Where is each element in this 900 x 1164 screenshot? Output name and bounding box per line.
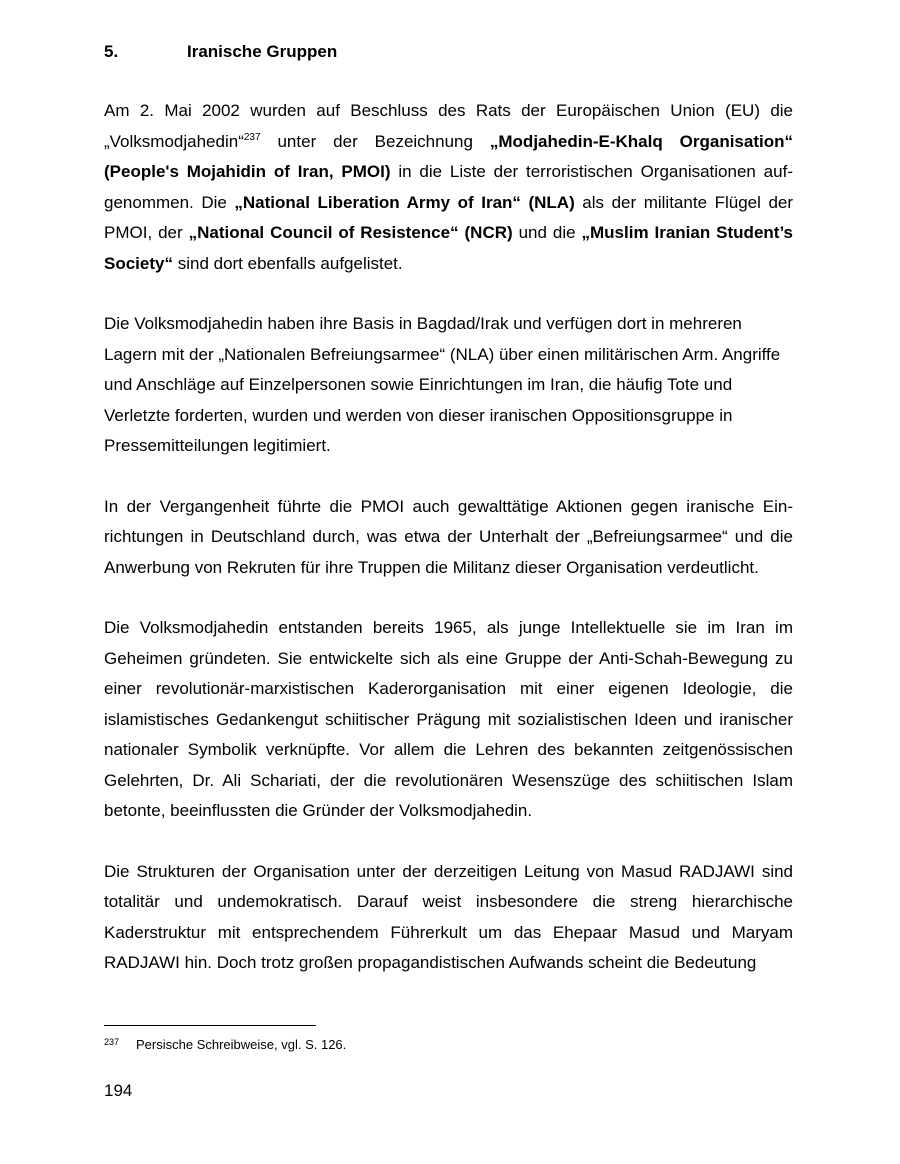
paragraph-structure: Die Strukturen der Organisation unter der derzeitigen Leitung von Masud RADJAWI sind totalitär und undemokratisch. Darauf weist insbesondere die streng hierarchische Kaderstruktur mit entsprechendem Führerkult um das Ehepaar Masud und Maryam RADJAWI hin. Doch trotz großen propagandistischen Aufwands scheint die Bedeutung bbox=[104, 861, 793, 972]
text-segment: in die Liste der terroristischen Organisationen aufgenommen. Die bbox=[104, 162, 793, 212]
text-segment: und die bbox=[512, 223, 582, 242]
footnote-mark: 237 bbox=[104, 1037, 120, 1047]
footnote bbox=[104, 1033, 346, 1054]
bold-term-pmoi: „Modjahedin-E-Khalq Organisation“ (People's Mojahidin of Iran, PMOI) bbox=[104, 131, 793, 181]
text-segment: unter der Bezeichnung bbox=[260, 131, 490, 151]
text-segment: als der militante Flügel der PMOI, der bbox=[104, 192, 794, 242]
text-segment: sind dort ebenfalls aufgelistet. bbox=[172, 253, 403, 273]
page-number: 194 bbox=[104, 1081, 133, 1100]
section-number: 5. bbox=[104, 42, 119, 61]
footnote-divider bbox=[104, 1025, 316, 1026]
paragraph-history: Die Volksmodjahedin entstanden bereits 1965, als junge Intellektuelle sie im Iran im Geheimen gründeten. Sie entwickelte sich als eine Gruppe der Anti-Schah-Bewegung zu einer revolutionär-marxistischen Kaderorganisation mit einer eigenen Ideologie, die islamistisches Gedankengut schiitischer Prägung mit sozialistischen Ideen und iranischer nationaler Symbolik verknüpfte. Vor allem die Lehren des bekannten zeitgenössischen Gelehrten, Dr. Ali Schariati, der die revolutionären Wesenszüge des schiitischen Islam betonte, beeinflussten die Gründer der Volksmodjahedin. bbox=[104, 618, 793, 820]
text-segment: Am 2. Mai 2002 wurden auf Beschluss des Rats der Europäischen Union (EU) die „Volksmodjahedin“ bbox=[104, 101, 793, 151]
bold-term-ncr: „National Council of Resistence“ (NCR) bbox=[188, 223, 513, 242]
paragraph-eu-listing bbox=[104, 96, 793, 279]
page-body bbox=[104, 40, 793, 1009]
footnote-reference[interactable]: 237 bbox=[243, 131, 261, 143]
footnote-text: Persische Schreibweise, vgl. S. 126. bbox=[136, 1037, 347, 1052]
paragraph-germany-actions: In der Vergangenheit führte die PMOI auch gewalttätige Aktionen gegen iranische Einrichtungen in Deutschland durch, was etwa der Unterhalt der „Befreiungsarmee“ und die Anwerbung von Rekruten für ihre Truppen die Militanz dieser Organisation verdeutlicht. bbox=[104, 496, 793, 577]
section-heading bbox=[104, 40, 793, 64]
section-title: Iranische Gruppen bbox=[187, 42, 338, 61]
paragraph-base-bagdad: Die Volksmodjahedin haben ihre Basis in Bagdad/Irak und verfügen dort in mehreren Lagern mit der „Nationalen Befreiungsarmee“ (NLA) über einen militärischen Arm. Angriffe und Anschläge auf Einzelpersonen sowie Einrichtungen im Iran, die häufig Tote und Verletzte forderten, wurden und werden von dieser iranischen Oppositionsgruppe in Pressemitteilungen legitimiert. bbox=[104, 314, 781, 455]
bold-term-student-society: „Muslim Iranian Student’s Society“ bbox=[104, 223, 793, 273]
bold-term-nla: „National Liberation Army of Iran“ (NLA) bbox=[234, 192, 575, 212]
